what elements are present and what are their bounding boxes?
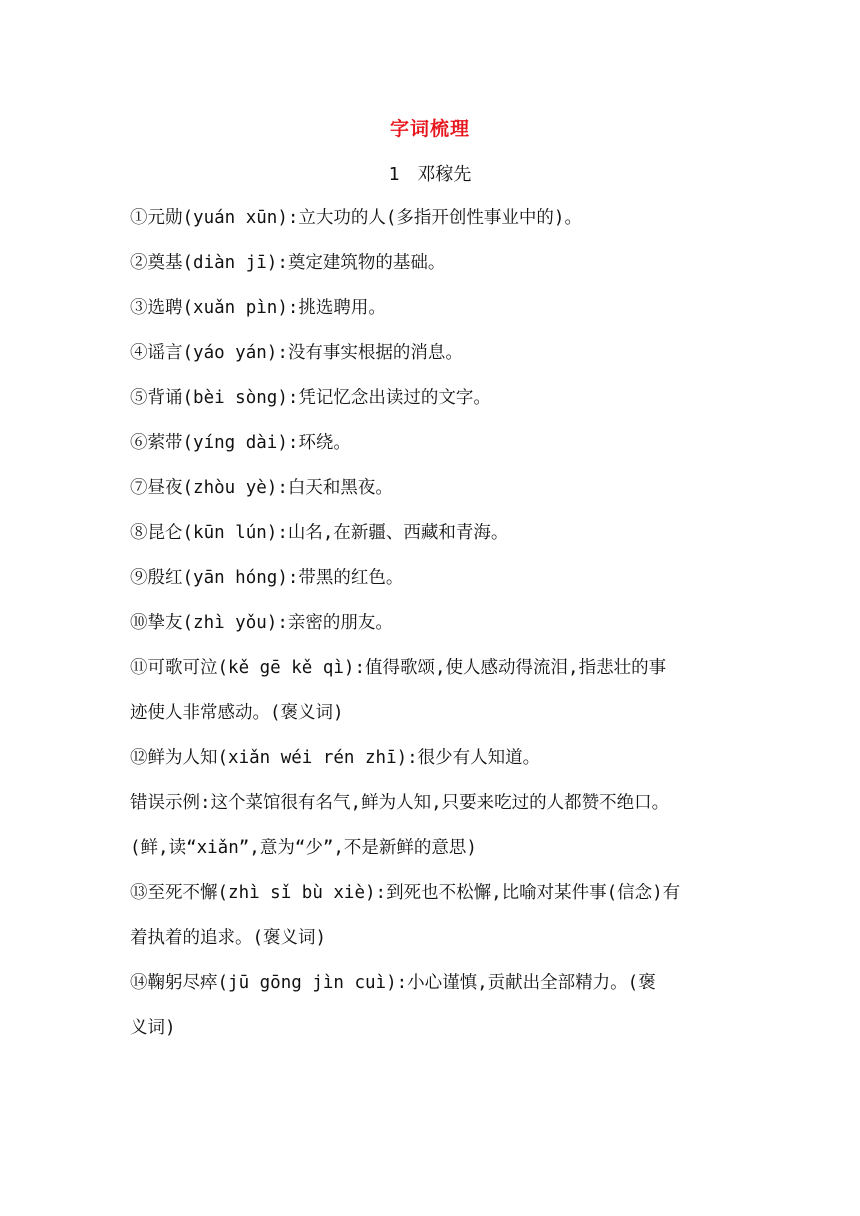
document-title: 字词梳理 xyxy=(389,118,470,140)
entry-line: ⑭鞠躬尽瘁(jū gōng jìn cuì):小心谨慎,贡献出全部精力。(褒 xyxy=(130,973,656,993)
section-heading xyxy=(0,160,860,186)
entry-line: ⑤背诵(bèi sòng):凭记忆念出读过的文字。 xyxy=(130,388,491,408)
entry-line: ⑫鲜为人知(xiǎn wéi rén zhī):很少有人知道。 xyxy=(130,748,541,768)
entry-line: ⑨殷红(yān hóng):带黑的红色。 xyxy=(130,568,404,588)
entry-line: ⑩挚友(zhì yǒu):亲密的朋友。 xyxy=(130,613,393,633)
entry-line: ⑬至死不懈(zhì sǐ bù xiè):到死也不松懈,比喻对某件事(信念)有 xyxy=(130,883,681,903)
note-line: (鲜,读“xiǎn”,意为“少”,不是新鲜的意思) xyxy=(130,838,477,858)
entry-line: ①元勋(yuán xūn):立大功的人(多指开创性事业中的)。 xyxy=(130,208,582,228)
entry-line-continuation: 迹使人非常感动。(褒义词) xyxy=(130,703,344,723)
entry-line-continuation: 义词) xyxy=(130,1018,176,1038)
section-name: 邓稼先 xyxy=(417,164,472,185)
entry-line-continuation: 着执着的追求。(褒义词) xyxy=(130,928,327,948)
entry-line: ⑪可歌可泣(kě gē kě qì):值得歌颂,使人感动得流泪,指悲壮的事 xyxy=(130,658,667,678)
entry-line: ⑧昆仑(kūn lún):山名,在新疆、西藏和青海。 xyxy=(130,523,509,543)
entry-line: ④谣言(yáo yán):没有事实根据的消息。 xyxy=(130,343,463,363)
entry-line: ②奠基(diàn jī):奠定建筑物的基础。 xyxy=(130,253,446,273)
example-line: 错误示例:这个菜馆很有名气,鲜为人知,只要来吃过的人都赞不绝口。 xyxy=(130,793,670,813)
entry-line: ③选聘(xuǎn pìn):挑选聘用。 xyxy=(130,298,386,318)
entry-line: ⑦昼夜(zhòu yè):白天和黑夜。 xyxy=(130,478,393,498)
vocabulary-list xyxy=(130,205,770,1060)
section-number: 1 xyxy=(388,164,400,185)
entry-line: ⑥萦带(yíng dài):环绕。 xyxy=(130,433,351,453)
